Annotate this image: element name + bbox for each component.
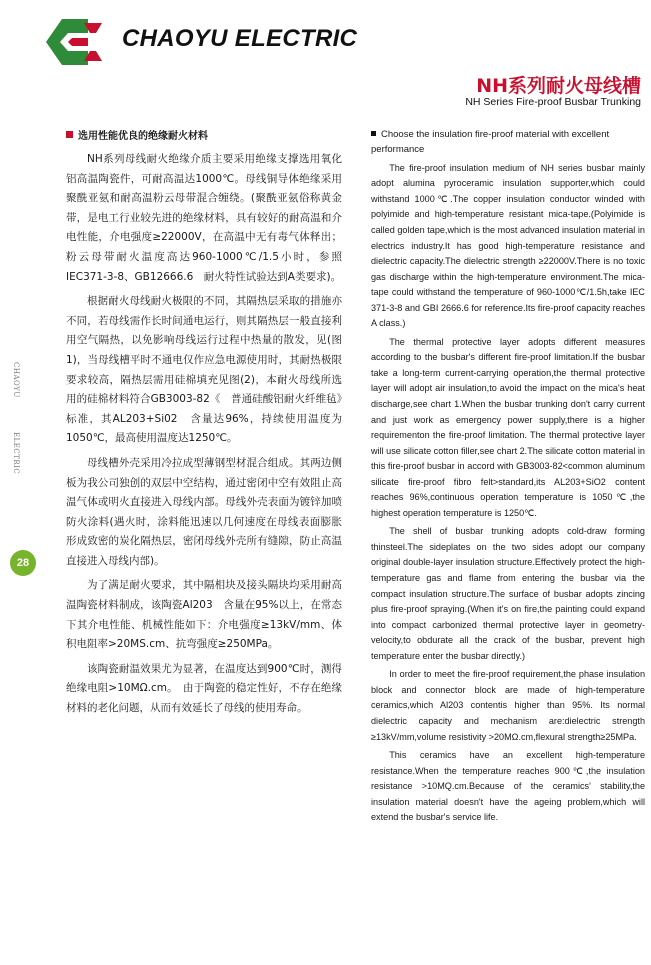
bullet-square-icon [371,131,376,136]
chinese-section-heading: 选用性能优良的绝缘耐火材料 [66,130,342,144]
english-paragraph-3: The shell of busbar trunking adopts cold-draw forming thinsteel.The sideplates on the two sides adopt our company original double-layer insulation structure.Effectively protect the high-temperature gas and flame from entering the busbar via the compact insulation structure.The surface of busbar adopts zincing plus fire-proof spraying.(When it's on fire,the painting could expand into compact carbonized thermal protective layer in geometry-velocity,to obdurate all the crack of the busbar, prevent high temperature enter the busbar directly.) [371,526,645,661]
page-subtitle: NH Series Fire-proof Busbar Trunking [465,96,641,108]
page-number-badge: 28 [10,550,36,576]
chinese-paragraph-2: 根据耐火母线耐火极限的不同，其隔热层采取的措施亦不同，若母线需作长时间通电运行，则其隔热层一般直接利用空气隔热，以免影响母线运行过程中热量的散发，见(图1)，当母线槽平时不通电仅作应急电源使用时，其耐热极限要求较高，隔热层需用硅棉填充见图(2)，本耐火母线所选用的硅棉材料符合GB3003-82《 普通硅酸铝耐火纤维毡》标准，其AL203+Si02 含量达96%，持续使用温度为1050℃，最高使用温度达1250℃。 [66,295,342,445]
english-paragraph-4: In order to meet the fire-proof requirement,the phase insulation block and connector block are made of high-temperature ceramics,which Al203 contentis higher than 95%. Its normal dielectric capacity and mechanism are:dielectric strength ≥13kV/mm,volume resistivity >20MΩ.cm,flexural strength≥25MPa. [371,669,645,742]
chinese-paragraph-4: 为了满足耐火要求，其中隔相块及接头隔块均采用耐高温陶瓷材料制成，该陶瓷Al203 含量在95%以上，在常态下其介电性能、机械性能如下：介电强度≥13kV/mm、体积电阻率>20MS.cm、抗弯强度≥250MPa。 [66,579,342,651]
english-paragraph-1: The fire-proof insulation medium of NH series busbar mainly adopt alumina pyroceramic insulation supporter,which could withstand 1000℃.The copper insulation conductor winded with polyimide and high-temperature resistant mica-tape.(Polyimide is called golden tape,which is the most advanced insulation material in electrics industry.It has good high-temperature resistance and dielectric capacity.The dielectric strength ≥22000V.There is no toxic gas discharge within the high-temperature environment.The mica-tape could withstand the temperature of 960-1000℃/1.5h,take IEC 371-3-8 and GBI 2666.6 for reference.Its fire-proof capacity reaches A class.) [371,162,645,329]
english-column [371,127,645,907]
chinese-paragraph-5: 该陶瓷耐温效果尤为显著，在温度达到900℃时，测得绝缘电阻>10MΩ.cm。 由于陶瓷的稳定性好，不存在绝缘材料的老化问题，从而有效延长了母线的使用寿命。 [66,662,342,715]
english-paragraph-2: The thermal protective layer adopts different measures according to the busbar's different fire-proof limitation.If the busbar take a long-term current-carrying operation,the thermal protective layer will adopt air insulation,to avoid the impact on the mica's heat discharge,see chart 1.When the busbar trunking don't carry current and just work as emergency power supply,there is a higher requirementon the fire-proof limitation. The thermal protective layer will use silicate cotton filler,see chart 2.The silicate cotton material in this fire-proof busbar in accord with GB3003-82<common aluminum silicate fire-proof fibro felt>standard,its AL203+SiO2 content reaches 96%,continuous operation temperature is 1050℃,the highest operation temperature is 1250℃. [371,336,645,518]
bullet-square-icon [66,131,73,138]
chinese-column [66,130,342,850]
chaoyu-logo-icon [44,17,104,67]
side-label-top: CHAOYU [12,362,20,398]
english-section-heading: Choose the insulation fire-proof material with excellent performance [371,129,610,156]
side-label-bottom: ELECTRIC [12,432,20,475]
english-paragraph-5: This ceramics have an excellent high-temperature resistance.When the temperature reaches 900℃,the insulation resistance >10MQ.cm.Because of the ceramics' stability,the insulation material doesn't have the ageing problem,which will extend the busbar's service life. [371,750,645,823]
brand-name: CHAOYU ELECTRIC [122,25,358,52]
page-title: NH系列耐火母线槽 [476,75,641,97]
chinese-paragraph-1: NH系列母线耐火绝缘介质主要采用绝缘支撑选用氧化铝高温陶瓷件，可耐高温达1000℃。母线铜导体绝缘采用聚酰亚氨和耐高温粉云母带混合缠绕。(聚酰亚氨俗称黄金带，是电工行业较先进的绝缘材料，具有较好的耐高温和介电性能，介电强度≥22000V，在高温中无有毒气体释出；粉云母带耐火温度高达960-1000℃/1.5小时，参照IEC371-3-8、GB12666.6 耐火特性试验达到A类要求)。 [66,153,342,283]
chinese-paragraph-3: 母线槽外壳采用冷拉成型薄钢型材混合组成。其两边侧板为我公司独创的双层中空结构，通过密闭中空有效阻止高温气体或明火直接进入母线内部。母线外壳表面为镀锌加喷防火涂料(遇火时，涂料能迅速以几何速度在母线表面膨胀形成致密的炭化隔热层，密闭母线外壳所有缝隙，防止高温直接进入母线内部)。 [66,456,342,567]
